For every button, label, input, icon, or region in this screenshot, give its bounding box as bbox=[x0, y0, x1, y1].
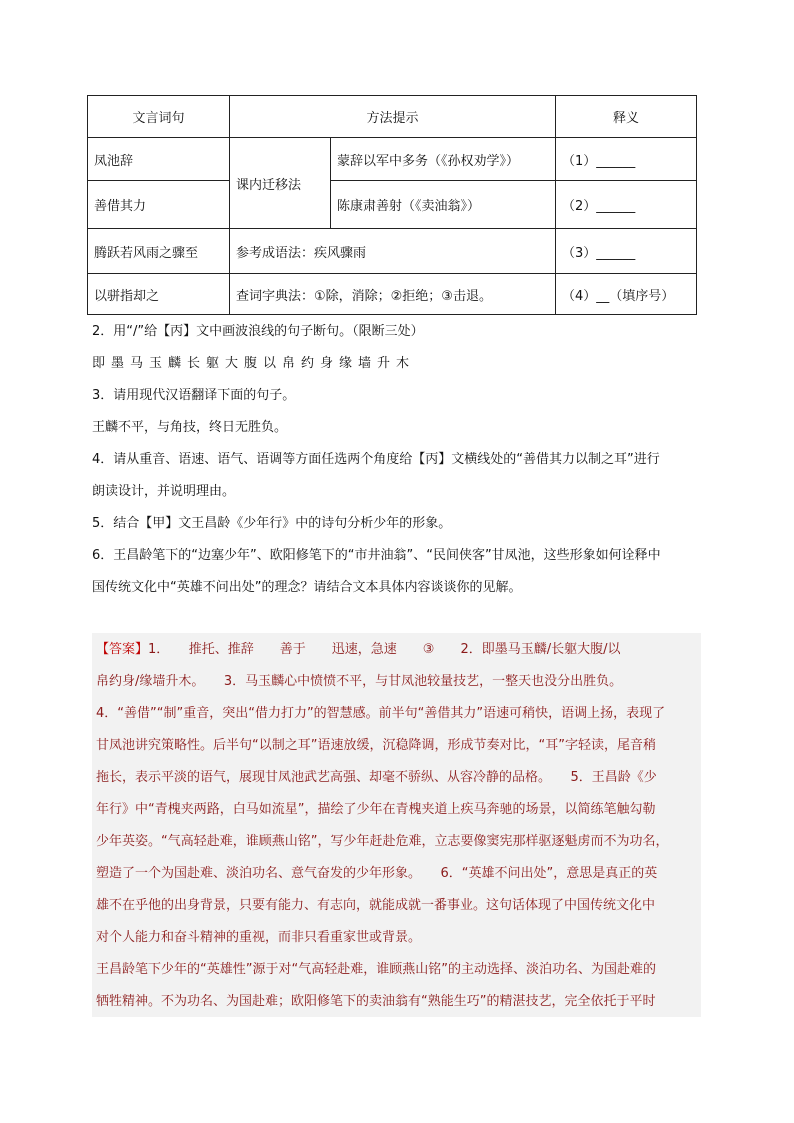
method-cell: 课内迁移法 bbox=[230, 138, 331, 229]
hint-cell: 参考成语法：疾风骤雨 bbox=[230, 229, 556, 274]
meaning-cell: （1）______ bbox=[556, 138, 697, 181]
answer-section bbox=[92, 633, 701, 1017]
header-phrase: 文言词句 bbox=[88, 96, 230, 138]
meaning-cell: （4）__（填序号） bbox=[556, 274, 697, 315]
question-3-text: 王麟不平，与角技，终日无胜负。 bbox=[92, 420, 288, 435]
phrase-cell: 腾跃若风雨之骤至 bbox=[88, 229, 230, 274]
answer-line: 甘凤池讲究策略性。后半句“以制之耳”语速放缓，沉稳降调，形成节奏对比，“耳”字轻读，尾音稍 bbox=[96, 738, 656, 753]
answer-line: 拖长，表示平淡的语气，展现甘凤池武艺高强、却毫不骄纵、从容冷静的品格。 5．王昌龄《少 bbox=[96, 770, 657, 785]
phrase-cell: 凤池辞 bbox=[88, 138, 230, 181]
phrase-cell: 以骈指却之 bbox=[88, 274, 230, 315]
answer-tag: 【答案】 bbox=[96, 642, 149, 657]
meaning-cell: （2）______ bbox=[556, 181, 697, 229]
question-6-line-2: 国传统文化中“英雄不问出处”的理念？请结合文本具体内容谈谈你的见解。 bbox=[92, 580, 522, 595]
hint-cell: 查词字典法：①除，消除；②拒绝；③击退。 bbox=[230, 274, 556, 315]
answer-line: 少年英姿。“气高轻赴难，谁顾燕山铭”，写少年赶赴危难，立志要像窦宪那样驱逐魁虏而不为功名， bbox=[96, 834, 669, 849]
question-5: 5．结合【甲】文王昌龄《少年行》中的诗句分析少年的形象。 bbox=[92, 516, 452, 531]
vocabulary-table bbox=[87, 95, 697, 315]
header-method: 方法提示 bbox=[230, 96, 556, 138]
answer-line: 雄不在乎他的出身背景，只要有能力、有志向，就能成就一番事业。这句话体现了中国传统文化中 bbox=[96, 898, 656, 913]
meaning-cell: （3）______ bbox=[556, 229, 697, 274]
answer-line: 4．“善借”“制”重音，突出“借力打力”的智慧感。前半句“善借其力”语速可稍快，语调上扬，表现了 bbox=[96, 706, 666, 721]
question-4-line-1: 4．请从重音、语速、语气、语调等方面任选两个角度给【丙】文横线处的“善借其力以制之耳”进行 bbox=[92, 452, 660, 467]
answer-line: 【答案】1． 推托、推辞 善于 迅速，急速 ③ 2．即墨马玉麟/长躯大腹/以 bbox=[96, 642, 621, 657]
answer-line: 年行》中“青槐夹两路，白马如流星”，描绘了少年在青槐夹道上疾马奔驰的场景，以简练笔触勾勒 bbox=[96, 802, 656, 817]
question-6-line-1: 6．王昌龄笔下的“边塞少年”、欧阳修笔下的“市井油翁”、“民间侠客”甘凤池，这些形象如何诠释中 bbox=[92, 548, 661, 563]
header-meaning: 释义 bbox=[556, 96, 697, 138]
answer-line: 帛约身/缘墙升木。 3．马玉麟心中愤愤不平，与甘凤池较量技艺，一整天也没分出胜负。 bbox=[96, 674, 623, 689]
phrase-cell: 善借其力 bbox=[88, 181, 230, 229]
question-3: 3．请用现代汉语翻译下面的句子。 bbox=[92, 388, 296, 403]
hint-cell: 陈康肃善射（《卖油翁》） bbox=[331, 181, 556, 229]
hint-cell: 蒙辞以军中多务（《孙权劝学》） bbox=[331, 138, 556, 181]
question-2: 2．用“/”给【丙】文中画波浪线的句子断句。（限断三处） bbox=[92, 324, 424, 339]
answer-line: 牺牲精神。不为功名、为国赴难；欧阳修笔下的卖油翁有“熟能生巧”的精湛技艺，完全依托于平时 bbox=[96, 994, 656, 1009]
answer-line: 王昌龄笔下少年的“英雄性”源于对“气高轻赴难，谁顾燕山铭”的主动选择、淡泊功名、为国赴难的 bbox=[96, 962, 656, 977]
question-4-line-2: 朗读设计，并说明理由。 bbox=[92, 484, 236, 499]
answer-line: 对个人能力和奋斗精神的重视，而非只看重家世或背景。 bbox=[96, 930, 422, 945]
answer-line: 塑造了一个为国赴难、淡泊功名、意气奋发的少年形象。 6．“英雄不问出处”，意思是真正的英 bbox=[96, 866, 658, 881]
question-2-text: 即墨马玉麟长躯大腹以帛约身缘墙升木 bbox=[92, 356, 416, 371]
